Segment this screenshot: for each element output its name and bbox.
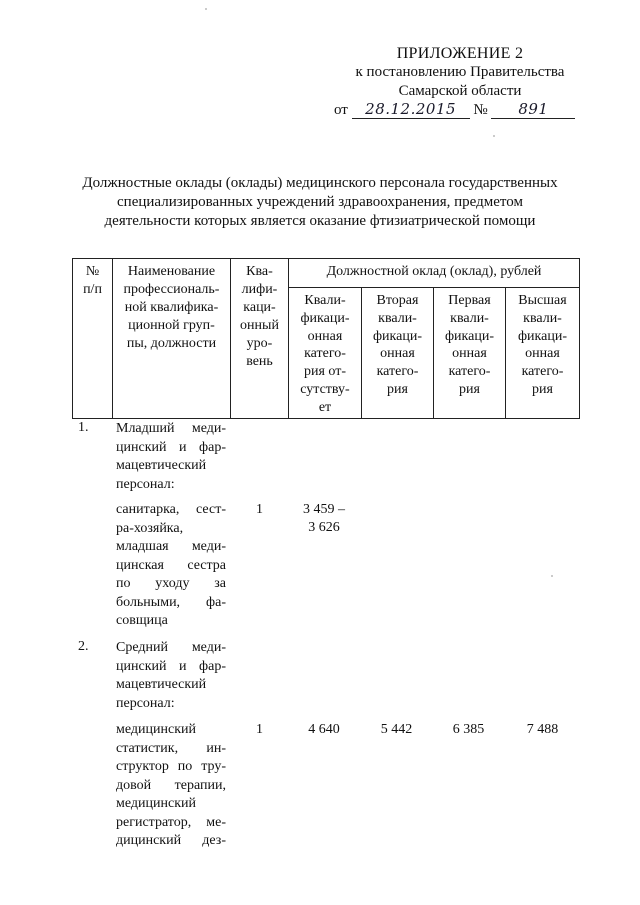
header-category-first: Первая квали- фикаци- онная катего- рия	[444, 293, 494, 397]
row-number: 1.	[78, 420, 89, 435]
document-title-line-3: деятельности которых является оказание фтизиатрической помощи	[104, 213, 536, 229]
scan-speck	[551, 575, 553, 577]
cell-category-second: 5 442	[380, 722, 413, 737]
table-row-group-title: Средний меди- цинский и фар- мацевтический персонал:	[116, 640, 226, 711]
appendix-line-2: Самарской области	[398, 83, 522, 99]
date-field	[352, 101, 470, 119]
header-category-none: Квали- фикаци- онная катего- рия от- сутству- ет	[300, 293, 350, 415]
scan-speck	[205, 8, 207, 10]
header-subdivider	[288, 287, 579, 288]
header-position-name: Наименование профессиональ- ной квалифика- ционной груп- пы, должности	[123, 264, 220, 351]
header-salary: Должностной оклад (оклад), рублей	[326, 264, 542, 279]
handwritten-number: 891	[518, 100, 549, 118]
table-row-group-title: Младший меди- цинский и фар- мацевтический персонал:	[116, 421, 226, 492]
header-category-highest: Высшая квали- фикаци- онная катего- рия	[517, 293, 567, 397]
document-title-line-1: Должностные оклады (оклады) медицинского персонала государственных	[82, 175, 558, 191]
cell-category-first: 6 385	[452, 722, 485, 737]
table-header	[72, 258, 580, 419]
number-sign: №	[473, 102, 488, 118]
table-row-positions: медицинский статистик, ин- структор по тру- довой терапии, медицинский регистратор, ме- дицинский дез-	[116, 722, 226, 848]
header-category-second: Вторая квали- фикаци- онная катего- рия	[372, 293, 422, 397]
appendix-date-line	[330, 101, 590, 120]
appendix-title: ПРИЛОЖЕНИЕ 2	[396, 45, 524, 62]
scan-speck	[493, 135, 495, 137]
cell-qualification-level: 1	[256, 722, 263, 737]
date-prefix: от	[334, 102, 348, 118]
handwritten-date: 28.12.2015	[365, 100, 457, 118]
cell-category-none: 4 640	[308, 722, 340, 737]
appendix-line-1: к постановлению Правительства	[355, 64, 565, 80]
document-title-line-2: специализированных учреждений здравоохранения, предметом	[117, 194, 523, 210]
appendix-header	[330, 44, 590, 120]
document-title	[70, 174, 570, 231]
header-qualification-level: Ква- лифи- каци- онный уро- вень	[240, 264, 279, 369]
number-field	[491, 101, 575, 119]
cell-category-none: 3 459 – 3 626	[303, 502, 345, 535]
cell-qualification-level: 1	[256, 502, 263, 517]
cell-category-highest: 7 488	[526, 722, 559, 737]
header-number: № п/п	[83, 264, 102, 297]
table-row-positions: санитарка, сест- ра-хозяйка, младшая меди- цинская сестра по уходу за больными, фа- совщица	[116, 502, 226, 628]
row-number: 2.	[78, 639, 89, 654]
